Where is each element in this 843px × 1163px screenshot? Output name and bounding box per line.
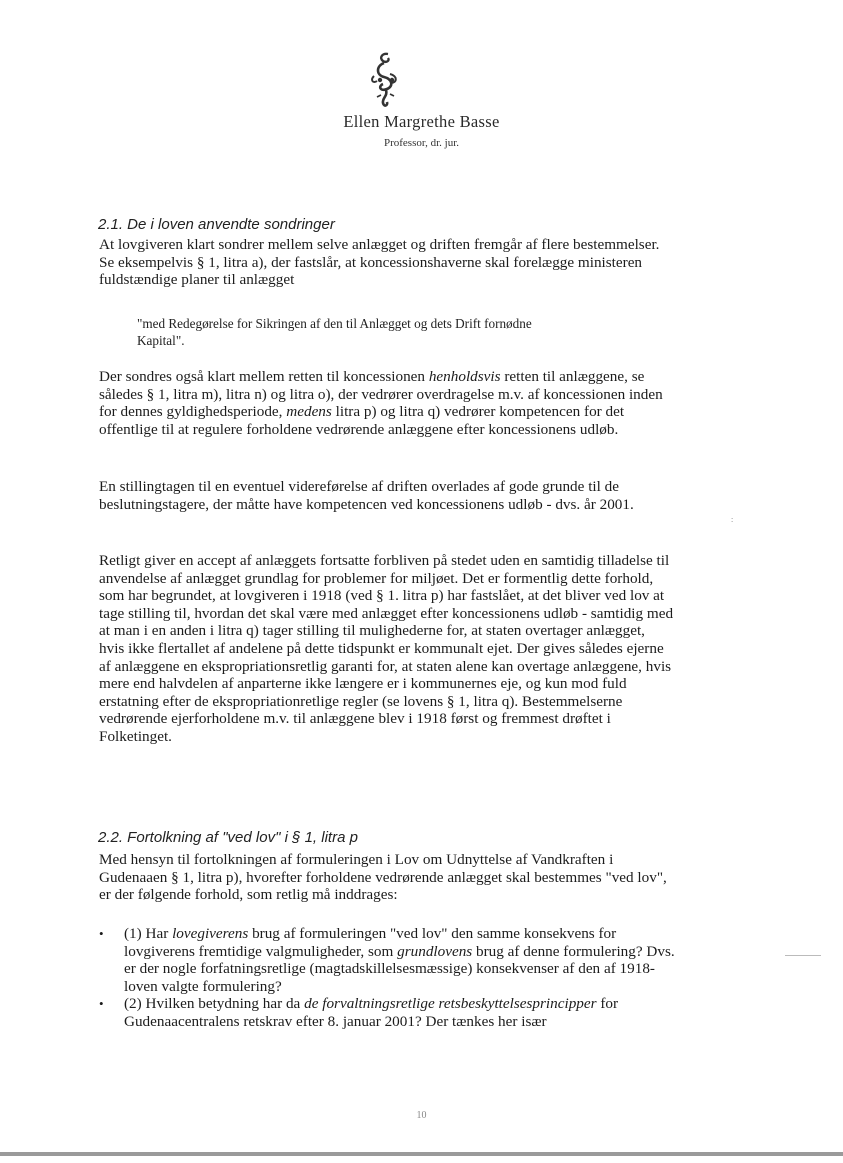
author-title: Professor, dr. jur. [383, 137, 460, 149]
question-list [99, 925, 679, 1031]
paragraph-fortolkning [99, 851, 674, 904]
list-item-text: for Gudenaacentralens retskrav efter 8. januar 2001? Der tænkes her især [124, 995, 619, 1030]
paragraph-koncession-anlaeg [99, 368, 674, 438]
section-heading-2-2: 2.2. Fortolkning af "ved lov" i § 1, litra p [98, 829, 358, 846]
emphasis-text: medens [286, 403, 332, 421]
emphasis-text: lovegiverens [172, 925, 249, 942]
paragraph-text: Der sondres også klart mellem retten til koncessionen [99, 368, 429, 385]
paragraph-text: Med hensyn til fortolkningen af formuleringen i Lov om Udnyttelse af Vandkraften i Gudenaaen § 1, litra p), hvorefter forholdene vedrørende anlægget skal bestemmes "ved lov", er der følgende forhold, som retlig må inddrages: [99, 851, 667, 904]
bullet-icon: • [99, 926, 104, 941]
page-number: 10 [416, 1110, 427, 1121]
seahorse-logo-icon [364, 50, 408, 112]
list-item-text: brug af formuleringen "ved lov" den samme konsekvens for lovgiverens fremtidige valgmuligheder, som [124, 925, 617, 960]
margin-scan-mark [785, 955, 821, 956]
list-item-text: (2) Hvilken betydning har da [124, 995, 305, 1013]
author-name: Ellen Margrethe Basse [343, 112, 500, 131]
bullet-icon: • [99, 996, 104, 1012]
margin-mark: : [731, 515, 734, 524]
scan-edge-line [0, 1152, 843, 1156]
list-item [99, 995, 679, 1030]
emphasis-text: henholdsvis [428, 368, 501, 385]
block-quote: "med Redegørelse for Sikringen af den til Anlægget og dets Drift fornødne Kapital". [137, 316, 532, 348]
emphasis-text: de forvaltningsretlige retsbeskyttelsesprincipper [304, 995, 597, 1013]
section-heading-2-1: 2.1. De i loven anvendte sondringer [98, 216, 335, 233]
list-item-text: (1) Har [124, 925, 173, 942]
emphasis-text: grundlovens [397, 942, 473, 960]
list-item [99, 925, 679, 995]
paragraph-text: En stillingtagen til en eventuel videreførelse af driften overlades af gode grunde til de beslutningstagere, der måtte have kompetencen ved koncessionens udløb - dvs. år 2001. [99, 478, 634, 513]
paragraph-sondring-intro [99, 236, 674, 289]
paragraph-videreforelse [99, 478, 674, 513]
paragraph-text: Retligt giver en accept af anlæggets fortsatte forbliven på stedet uden en samtidig tilladelse til anvendelse af anlægget grundlag for problemer for miljøet. Det er formentlig dette forhold, som har begrundet, at lovgiveren i 1918 (ved § 1. litra p) har fastslået, at det bliver ved lov at tage stilling til, hvordan det skal være med anlægget efter koncessionens udløb - samtidig med at man i en anden i litra q) tager stilling til mulighederne for, at staten overtager anlægget, hvis ikke flertallet af andelene på dette tidspunkt er kommunalt ejet. Der gives således ejerne af anlæggene en ekspropriationsretlig garanti for, at staten alene kan overtage anlæggene, hvis mere end halvdelen af anparterne ikke længere er i kommunernes eje, og kun mod fuld erstatning efter de ekspropriationretlige regler (se lovens § 1, litra q). Bestemmelserne vedrørende ejerforholdene m.v. til anlæggene blev i 1918 først og fremmest drøftet i Folketinget. [99, 552, 674, 745]
paragraph-text: retten til anlæggene, se således § 1, litra m), litra n) og litra o), der vedrører overdragelse m.v. af koncessionen inden for dennes gyldighedsperiode, [99, 368, 663, 421]
paragraph-text: At lovgiveren klart sondrer mellem selve anlægget og driften fremgår af flere bestemmelser. Se eksempelvis § 1, litra a), der fastslår, at koncessionshaverne skal forelægge ministeren fuldstændige planer til anlægget [99, 236, 660, 289]
paragraph-retligt [99, 552, 674, 746]
paragraph-text: litra p) og litra q) vedrører kompetencen for det offentlige til at regulere forholdene vedrørende anlæggene efter koncessionens udløb. [99, 403, 625, 438]
list-item-text: brug af denne formulering? Dvs. er der nogle forfatningsretlige (magtadskillelsesmæssige) konsekvenser af den af 1918-loven valgte formulering? [124, 942, 675, 995]
